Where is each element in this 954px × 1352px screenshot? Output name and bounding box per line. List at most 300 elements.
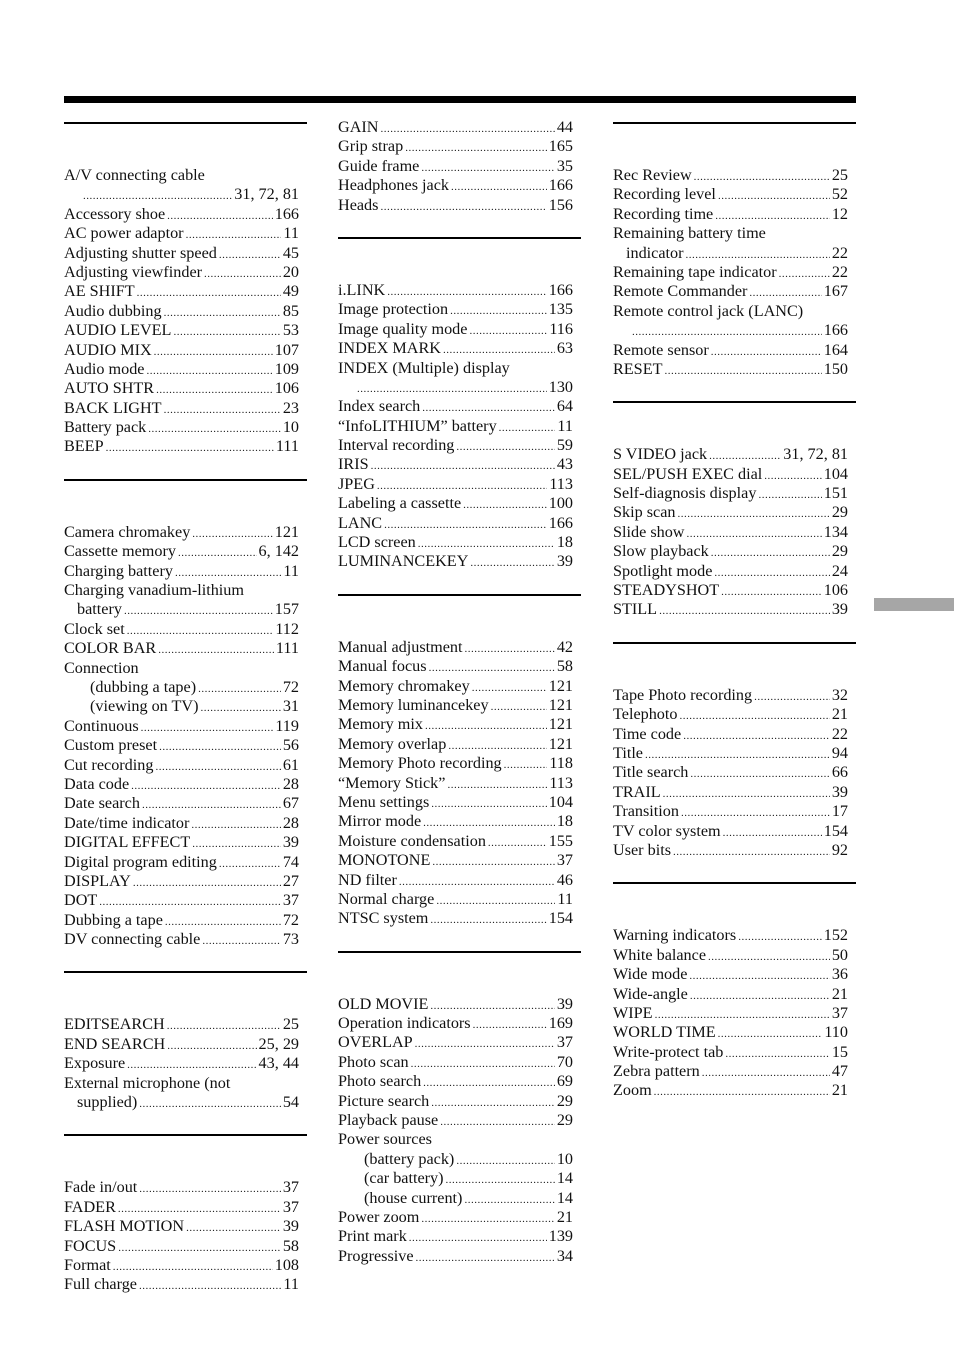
index-term: Photo scan — [338, 1052, 409, 1071]
index-term: Memory mix — [338, 715, 423, 734]
page-reference: 121 — [548, 695, 573, 714]
index-entry — [64, 185, 307, 204]
index-term: EDITSEARCH — [64, 1015, 165, 1034]
leader-dots — [155, 758, 280, 777]
index-term: LUMINANCEKEY — [338, 552, 469, 571]
leader-dots — [164, 401, 281, 420]
page-reference: 152 — [823, 926, 848, 945]
index-entry — [64, 600, 307, 619]
leader-dots — [456, 1152, 554, 1171]
index-term: Title — [613, 743, 643, 762]
section-letter-space — [64, 124, 307, 166]
index-term: Zoom — [613, 1081, 652, 1100]
page-reference: 49 — [282, 282, 299, 301]
page-reference: 111 — [275, 639, 299, 658]
page-reference: 130 — [548, 377, 573, 396]
index-entry — [613, 802, 856, 821]
page-reference: 10 — [556, 1149, 573, 1168]
index-term: Date/time indicator — [64, 813, 190, 832]
index-term: Mirror mode — [338, 812, 422, 831]
index-term: Manual adjustment — [338, 637, 463, 656]
index-term: Cassette memory — [64, 542, 176, 561]
page-reference: 166 — [548, 176, 573, 195]
page-reference: 37 — [282, 1197, 299, 1216]
page-reference: 107 — [274, 340, 299, 359]
index-entry — [338, 417, 581, 436]
index-term: Adjusting shutter speed — [64, 243, 217, 262]
page-reference: 43 — [556, 455, 573, 474]
leader-dots — [371, 457, 555, 476]
section-letter-space — [338, 239, 581, 281]
index-term: Remote control jack (LANC) — [613, 301, 804, 320]
index-term: DISPLAY — [64, 871, 131, 890]
index-entry — [64, 302, 307, 321]
page-reference: 92 — [831, 840, 848, 859]
index-entry — [64, 930, 307, 949]
leader-dots — [106, 439, 274, 458]
index-entry — [613, 744, 856, 763]
page-reference: 58 — [556, 657, 573, 676]
section-letter-space — [338, 953, 581, 995]
index-entry — [613, 725, 856, 744]
index-term: SEL/PUSH EXEC dial — [613, 464, 763, 483]
leader-dots — [431, 795, 546, 814]
index-entry — [613, 205, 856, 224]
page-reference: 59 — [556, 436, 573, 455]
page-reference: 119 — [275, 716, 299, 735]
index-term: Battery pack — [64, 418, 147, 437]
index-entry — [613, 985, 856, 1004]
index-entry — [64, 263, 307, 282]
index-term: Slide show — [613, 522, 685, 541]
page-reference: 25 — [282, 1015, 299, 1034]
index-thumb-tab — [874, 598, 954, 611]
index-entry — [613, 166, 856, 185]
page-reference: 100 — [548, 494, 573, 513]
page-reference: 37 — [556, 1033, 573, 1052]
page-reference: 23 — [282, 398, 299, 417]
page-reference: 31 — [282, 697, 299, 716]
leader-dots — [219, 855, 281, 874]
page-reference: 67 — [282, 794, 299, 813]
leader-dots — [491, 698, 547, 717]
index-term: Charging vanadium-lithium — [64, 581, 244, 600]
index-section — [338, 118, 581, 215]
page-reference: 164 — [823, 340, 848, 359]
leader-dots — [139, 1095, 281, 1114]
index-term: supplied) — [77, 1093, 138, 1112]
page-reference: 74 — [282, 852, 299, 871]
leader-dots — [451, 178, 547, 197]
index-entry — [613, 562, 856, 581]
page-reference: 72 — [282, 677, 299, 696]
page-reference: 157 — [274, 600, 299, 619]
index-entry — [613, 1062, 856, 1081]
index-entry — [613, 185, 856, 204]
index-entry — [338, 871, 581, 890]
index-term: DV connecting cable — [64, 930, 201, 949]
index-term: Manual focus — [338, 657, 427, 676]
index-term: Warning indicators — [613, 926, 737, 945]
index-term: Operation indicators — [338, 1014, 471, 1033]
index-entry — [64, 794, 307, 813]
index-term: Recording level — [613, 185, 716, 204]
index-section — [338, 237, 581, 572]
index-term: External microphone (not — [64, 1073, 231, 1092]
page-reference: 29 — [556, 1111, 573, 1130]
leader-dots — [465, 640, 555, 659]
index-term: Progressive — [338, 1246, 414, 1265]
page-reference: 166 — [823, 321, 848, 340]
index-entry — [64, 244, 307, 263]
index-entry — [613, 321, 856, 340]
leader-dots — [673, 843, 830, 862]
index-entry — [338, 552, 581, 571]
index-term: INDEX MARK — [338, 339, 441, 358]
page-reference: 108 — [274, 1255, 299, 1274]
index-term: Interval recording — [338, 436, 455, 455]
index-term: Heads — [338, 195, 379, 214]
index-term: Date search — [64, 794, 140, 813]
page-reference: 118 — [549, 754, 573, 773]
index-term: BACK LIGHT — [64, 398, 162, 417]
index-entry-list — [338, 118, 581, 215]
index-term: Telephoto — [613, 705, 678, 724]
index-term: FOCUS — [64, 1236, 117, 1255]
index-entry — [64, 872, 307, 891]
page-reference: 104 — [548, 792, 573, 811]
page-reference: 18 — [556, 812, 573, 831]
index-term: Accessory shoe — [64, 204, 166, 223]
index-term: DOT — [64, 891, 98, 910]
index-term: OVERLAP — [338, 1033, 413, 1052]
header-rule — [64, 96, 856, 103]
leader-dots — [711, 544, 830, 563]
page-reference: 29 — [556, 1091, 573, 1110]
index-term: indicator — [626, 243, 684, 262]
index-term: GAIN — [338, 118, 379, 136]
index-term: Remaining battery time — [613, 224, 766, 243]
page-reference: 50 — [831, 945, 848, 964]
leader-dots — [421, 1210, 554, 1229]
index-term: OLD MOVIE — [338, 994, 429, 1013]
index-entry — [64, 1054, 307, 1073]
index-term: (dubbing a tape) — [90, 677, 197, 696]
leader-dots — [654, 1083, 830, 1102]
index-entry-list — [64, 166, 307, 457]
leader-dots — [764, 467, 821, 486]
index-term: Remote Commander — [613, 282, 748, 301]
index-term: Moisture condensation — [338, 831, 486, 850]
page-reference: 166 — [548, 513, 573, 532]
page-reference: 18 — [556, 533, 573, 552]
index-entry — [338, 774, 581, 793]
index-term: STEADYSHOT — [613, 581, 720, 600]
page-reference: 66 — [831, 763, 848, 782]
index-entry — [613, 503, 856, 522]
index-entry-list — [338, 638, 581, 929]
index-term: JPEG — [338, 474, 375, 493]
page-reference: 64 — [556, 397, 573, 416]
index-entry — [613, 542, 856, 561]
page-reference: 56 — [282, 736, 299, 755]
page-reference: 47 — [831, 1062, 848, 1081]
index-term: Camera chromakey — [64, 522, 191, 541]
page-reference: 11 — [283, 224, 299, 243]
index-term: Picture search — [338, 1091, 430, 1110]
page-reference: 39 — [282, 833, 299, 852]
leader-dots — [463, 496, 547, 515]
index-entry — [338, 851, 581, 870]
page-reference: 109 — [274, 359, 299, 378]
leader-dots — [431, 1094, 555, 1113]
index-entry — [338, 715, 581, 734]
index-entry — [338, 1247, 581, 1266]
leader-dots — [186, 1219, 281, 1238]
index-entry — [64, 166, 307, 185]
index-entry — [613, 244, 856, 263]
leader-dots — [411, 1055, 555, 1074]
page-reference: 166 — [548, 280, 573, 299]
page-reference: 46 — [556, 870, 573, 889]
page-reference: 21 — [831, 705, 848, 724]
page-reference: 70 — [556, 1052, 573, 1071]
index-term: Power sources — [338, 1130, 432, 1149]
leader-dots — [202, 932, 280, 951]
index-term: TV color system — [613, 821, 721, 840]
index-entry — [338, 137, 581, 156]
index-entry — [338, 157, 581, 176]
leader-dots — [464, 1191, 554, 1210]
page-reference: 31, 72, 81 — [783, 445, 848, 464]
index-section — [338, 951, 581, 1266]
page-reference: 29 — [831, 542, 848, 561]
index-entry — [613, 360, 856, 379]
index-entry — [613, 600, 856, 619]
index-entry-list — [613, 926, 856, 1101]
index-term: Guide frame — [338, 156, 420, 175]
index-entry — [613, 946, 856, 965]
index-entry — [338, 1227, 581, 1246]
index-entry — [64, 853, 307, 872]
index-term: Spotlight mode — [613, 561, 713, 580]
leader-dots — [415, 1035, 555, 1054]
index-term: Image protection — [338, 300, 449, 319]
index-entry — [338, 455, 581, 474]
page-reference: 21 — [831, 984, 848, 1003]
leader-dots — [416, 1249, 555, 1268]
leader-dots — [430, 911, 546, 930]
page-reference: 121 — [548, 715, 573, 734]
page-reference: 11 — [283, 561, 299, 580]
leader-dots — [708, 948, 830, 967]
index-entry — [64, 418, 307, 437]
leader-dots — [738, 928, 822, 947]
index-term: i.LINK — [338, 280, 386, 299]
index-entry — [64, 1093, 307, 1112]
page-reference: 37 — [831, 1003, 848, 1022]
page-reference: 151 — [823, 484, 848, 503]
index-entry — [613, 523, 856, 542]
index-column-3 — [613, 118, 856, 1101]
index-term: LANC — [338, 513, 383, 532]
index-term: Rec Review — [613, 166, 692, 184]
page-reference: 39 — [282, 1217, 299, 1236]
page-reference: 116 — [549, 319, 573, 338]
index-entry — [613, 484, 856, 503]
leader-dots — [148, 420, 281, 439]
index-entry — [64, 697, 307, 716]
index-entry — [64, 911, 307, 930]
page-reference: 167 — [823, 282, 848, 301]
section-letter-space — [64, 481, 307, 523]
leader-dots — [156, 381, 273, 400]
index-entry — [613, 1023, 856, 1042]
index-entry — [613, 705, 856, 724]
index-entry — [338, 1014, 581, 1033]
page-reference: 54 — [282, 1093, 299, 1112]
index-term: Adjusting viewfinder — [64, 262, 203, 281]
index-term: Zebra pattern — [613, 1062, 700, 1081]
page-reference: 31, 72, 81 — [234, 185, 299, 204]
leader-dots — [456, 438, 554, 457]
index-term: Memory Photo recording — [338, 754, 502, 773]
leader-dots — [447, 776, 547, 795]
index-entry — [613, 1081, 856, 1100]
index-term: Labeling a cassette — [338, 494, 462, 513]
index-section — [64, 1134, 307, 1294]
leader-dots — [721, 583, 822, 602]
index-term: Audio dubbing — [64, 301, 162, 320]
index-entry — [64, 891, 307, 910]
index-term: Transition — [613, 802, 679, 821]
index-entry — [64, 224, 307, 243]
index-term: FLASH MOTION — [64, 1217, 185, 1236]
page-reference: 10 — [282, 418, 299, 437]
index-term: WIPE — [613, 1003, 653, 1022]
index-term: Write-protect tab — [613, 1042, 724, 1061]
index-term: Wide mode — [613, 965, 688, 984]
page-reference: 112 — [275, 619, 299, 638]
leader-dots — [504, 756, 548, 775]
leader-dots — [159, 738, 281, 757]
index-term: Exposure — [64, 1054, 126, 1073]
index-term: INDEX (Multiple) display — [338, 358, 510, 377]
page-reference: 58 — [282, 1236, 299, 1255]
leader-dots — [718, 187, 830, 206]
index-term: Full charge — [64, 1275, 137, 1294]
leader-dots — [470, 554, 554, 573]
index-term: (car battery) — [364, 1169, 444, 1188]
leader-dots — [664, 362, 821, 381]
index-term: Print mark — [338, 1227, 407, 1246]
page-reference: 154 — [823, 821, 848, 840]
index-entry — [338, 1053, 581, 1072]
index-section — [338, 594, 581, 929]
page-reference: 14 — [556, 1188, 573, 1207]
index-term: User bits — [613, 840, 671, 859]
index-entry — [64, 659, 307, 678]
page-reference: 22 — [831, 243, 848, 262]
index-entry — [64, 1237, 307, 1256]
page-reference: 134 — [823, 522, 848, 541]
index-term: Title search — [613, 763, 689, 782]
index-entry — [613, 783, 856, 802]
leader-dots — [432, 853, 554, 872]
leader-dots — [118, 1239, 281, 1258]
index-term: Photo search — [338, 1072, 422, 1091]
index-entry — [613, 224, 856, 243]
index-term: Memory overlap — [338, 734, 447, 753]
index-entry — [613, 282, 856, 301]
page-reference: 11 — [557, 416, 573, 435]
index-entry — [64, 581, 307, 600]
index-entry — [338, 514, 581, 533]
index-entry-list — [64, 1015, 307, 1112]
index-entry — [64, 523, 307, 542]
page-reference: 35 — [556, 156, 573, 175]
index-entry — [338, 1169, 581, 1188]
index-entry — [338, 832, 581, 851]
index-entry — [338, 300, 581, 319]
page-reference: 165 — [548, 137, 573, 156]
index-term: Normal charge — [338, 889, 435, 908]
page-reference: 166 — [274, 204, 299, 223]
index-entry — [64, 678, 307, 697]
page-reference: 155 — [548, 831, 573, 850]
index-section — [64, 122, 307, 457]
page-reference: 14 — [556, 1169, 573, 1188]
leader-dots — [201, 699, 281, 718]
index-entry — [338, 339, 581, 358]
leader-dots — [754, 688, 830, 707]
leader-dots — [409, 1229, 547, 1248]
index-entry — [64, 542, 307, 561]
leader-dots — [380, 120, 554, 139]
page-reference: 28 — [282, 813, 299, 832]
index-term: STILL — [613, 600, 658, 619]
leader-dots — [164, 304, 281, 323]
page-reference: 37 — [556, 851, 573, 870]
index-term: Charging battery — [64, 561, 173, 580]
index-entry — [613, 763, 856, 782]
page-reference: 69 — [556, 1072, 573, 1091]
index-term: Index search — [338, 397, 421, 416]
index-term: Menu settings — [338, 792, 430, 811]
leader-dots — [423, 1074, 555, 1093]
index-entry — [64, 437, 307, 456]
page-reference: 135 — [548, 300, 573, 319]
index-entry — [613, 581, 856, 600]
index-term: MONOTONE — [338, 851, 431, 870]
leader-dots — [723, 824, 822, 843]
index-term: Image quality mode — [338, 319, 468, 338]
page-reference: 52 — [831, 185, 848, 204]
index-term: FADER — [64, 1197, 116, 1216]
index-term: AUTO SHTR — [64, 379, 155, 398]
page-reference: 39 — [831, 782, 848, 801]
leader-dots — [146, 362, 272, 381]
index-entry — [64, 639, 307, 658]
index-entry — [64, 360, 307, 379]
page-reference: 63 — [556, 339, 573, 358]
index-entry — [64, 717, 307, 736]
page-reference: 28 — [282, 774, 299, 793]
index-entry — [613, 965, 856, 984]
leader-dots — [124, 602, 273, 621]
index-entry — [338, 1150, 581, 1169]
page-reference: 11 — [283, 1275, 299, 1294]
